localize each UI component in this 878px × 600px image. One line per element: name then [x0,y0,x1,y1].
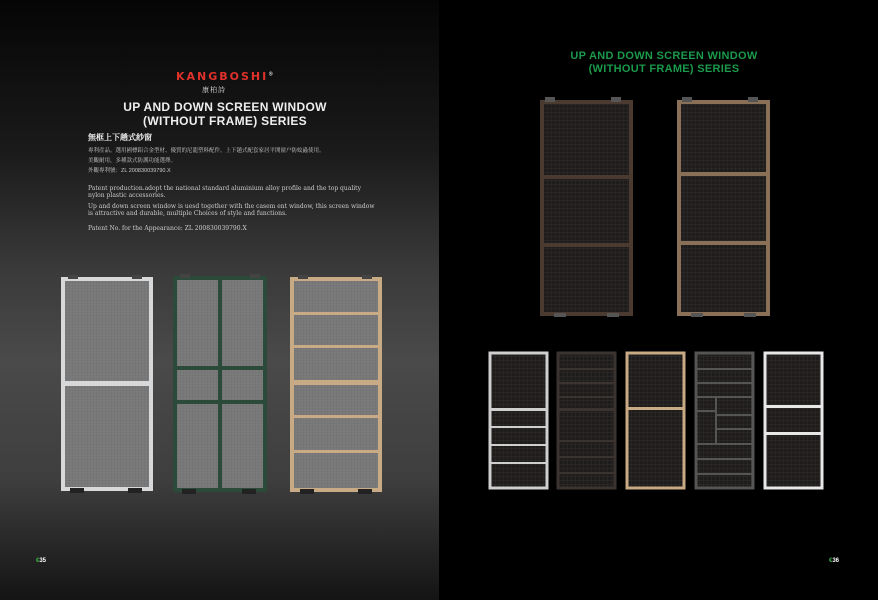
small-window-5 [765,353,822,488]
green-window [175,274,265,494]
small-window-3 [627,353,684,488]
silver-window [63,275,151,493]
right-page-title: UP AND DOWN SCREEN WINDOW (WITHOUT FRAME) SERIES [570,50,758,75]
champagne-window [292,275,380,494]
brand-chinese-name: 康柏詩 [202,87,226,94]
left-page-number: €35 [36,558,47,564]
left-page-title: UP AND DOWN SCREEN WINDOW (WITHOUT FRAME) SERIES [123,100,327,128]
english-paragraph-2: Up and down screen window is uesd together with the casem ent window, this screen window is attractive and durable, multiple Choices of style and functions. [88,203,375,217]
small-window-4 [696,353,753,488]
small-window-1 [490,353,547,488]
brand-logo: KANGBOSHI® [176,70,276,83]
chinese-title: 無框上下趟式紗窗 [88,133,152,142]
right-page-number: €36 [829,558,840,564]
chinese-description: 專利産品。選用國標鋁合金型材、優質的尼龍塑料配件。上下趟式配套家居平開窗户防蚊蟲使用。 美觀耐用，多種款式防護功能選擇。 外觀專利號：ZL 200830039790.X [88,148,325,174]
english-paragraph-3: Patent No. for the Appearance: ZL 200830039790.X [88,225,247,232]
right-window-products [439,0,878,600]
small-window-2 [558,353,615,488]
large-dark-brown-window [542,97,631,317]
english-paragraph-1: Patent production.adopt the national standard aluminium alloy profile and the top quality nylon plastic accessories. [88,185,361,199]
right-page [439,0,878,600]
large-bronze-window [679,97,768,317]
